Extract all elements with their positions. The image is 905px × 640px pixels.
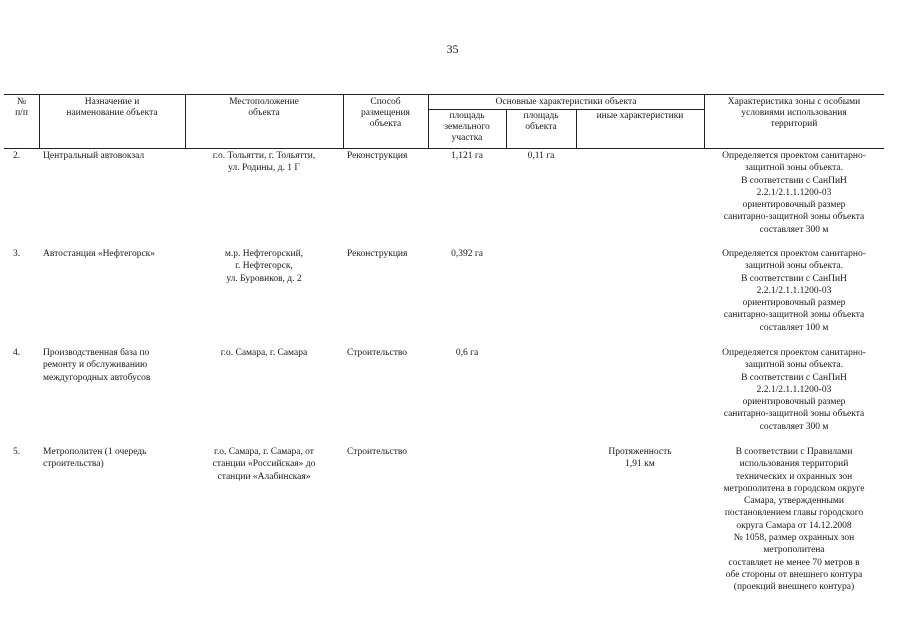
row-zone: Определяется проектом санитарно- защитной зоны объекта. В соответствии с СанПиН 2.2.1/2.1.1.1200-03 ориентировочный размер санитарно-защитной зоны объекта составляет 300 м: [722, 348, 866, 432]
row-zone: Определяется проектом санитарно- защитной зоны объекта. В соответствии с СанПиН 2.2.1/2.1.1.1200-03 ориентировочный размер санитарно-защитной зоны объекта составляет 300 м: [722, 151, 866, 235]
row-area-land: 1,121 га: [451, 151, 483, 161]
header-location: Местоположение объекта: [229, 97, 299, 118]
header-other-chars: иные характеристики: [596, 111, 684, 121]
row-location: г.о. Тольятти, г. Тольятти, ул. Родины, д. 1 Г: [212, 151, 316, 174]
header-area-land: площадь земельного участка: [444, 111, 490, 143]
row-method: Реконструкция: [347, 151, 408, 161]
header-subdivider: [428, 109, 704, 110]
row-zone: Определяется проектом санитарно- защитной зоны объекта. В соответствии с СанПиН 2.2.1/2.1.1.1200-03 ориентировочный размер санитарно-защитной зоны объекта составляет 100 м: [722, 249, 866, 333]
row-location: г.о. Самара, г. Самара: [220, 348, 308, 358]
row-area-land: 0,6 га: [455, 348, 479, 358]
row-num: 5.: [13, 447, 21, 457]
row-num: 3.: [13, 249, 21, 259]
row-name: Метрополитен (1 очередь строительства): [43, 447, 147, 470]
page-number: 35: [446, 42, 459, 56]
row-location: м.р. Нефтегорский, г. Нефтегорск, ул. Буровиков, д. 2: [224, 249, 304, 284]
row-name: Производственная база по ремонту и обслуживанию междугородных автобусов: [43, 348, 151, 383]
row-other: Протяженность 1,91 км: [608, 447, 672, 470]
row-name: Центральный автовокзал: [43, 151, 145, 161]
header-area-object: площадь объекта: [523, 111, 559, 132]
row-area-land: 0,392 га: [451, 249, 483, 259]
row-num: 2.: [13, 151, 21, 161]
header-num: № п/п: [15, 97, 28, 118]
row-zone: В соответствии с Правилами использования территорий технических и охранных зон метрополитена в городском округе Самара, утвержденными постановлением главы городского округа Самара от 14.12.2008 № 1058, размер охранных зон метрополитена составляет не менее 70 метров в обе стороны от внешнего контура (проекций внешнего контура): [723, 447, 865, 593]
header-main-chars: Основные характеристики объекта: [495, 97, 637, 107]
row-method: Строительство: [347, 447, 408, 457]
row-method: Строительство: [347, 348, 408, 358]
header-name: Назначение и наименование объекта: [66, 97, 158, 118]
header-method: Способ размещения объекта: [361, 97, 410, 129]
row-area-object: 0,11 га: [527, 151, 555, 161]
row-name: Автостанция «Нефтегорск»: [43, 249, 156, 259]
row-num: 4.: [13, 348, 21, 358]
table-header: [4, 94, 884, 149]
header-zone: Характеристика зоны с особыми условиями использования территорий: [727, 97, 861, 129]
row-method: Реконструкция: [347, 249, 408, 259]
row-location: г.о. Самара, г. Самара, от станции «Российская» до станции «Алабинская»: [212, 447, 316, 482]
